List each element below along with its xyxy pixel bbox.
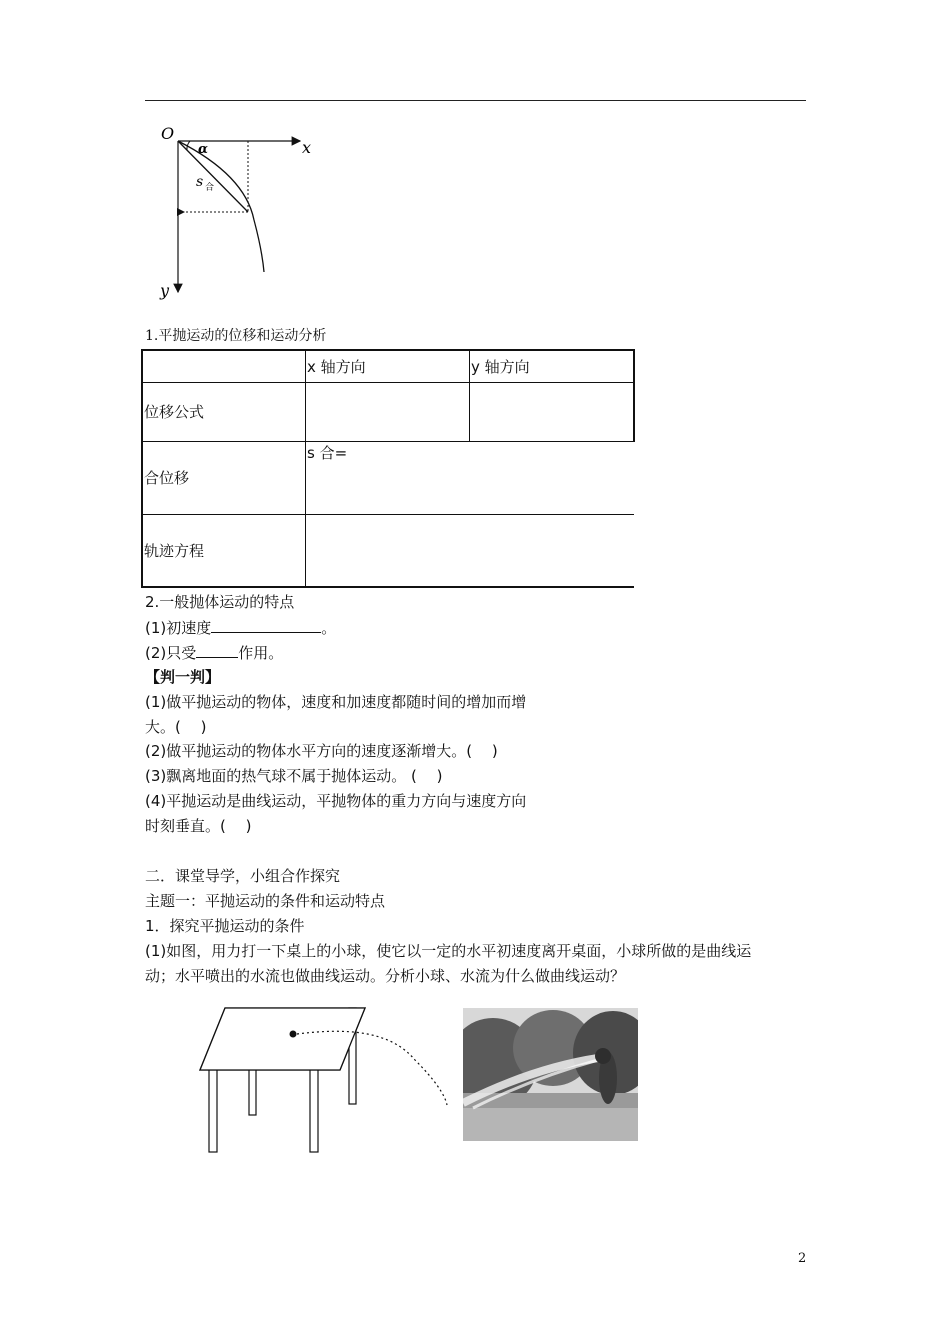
- angle-label: α: [198, 142, 209, 157]
- table-row-label: 合位移: [142, 441, 306, 514]
- table-cell: [469, 382, 634, 441]
- table-leg: [209, 1070, 217, 1152]
- item1-text: (1)初速度: [145, 619, 212, 637]
- topic1-subtitle: 1．探究平抛运动的条件: [145, 917, 305, 935]
- table-corner-cell: [142, 350, 306, 382]
- angle-arc: [187, 141, 190, 150]
- judge-item-2: (2)做平抛运动的物体水平方向的速度逐渐增大。( ): [145, 742, 498, 760]
- fill-blank[interactable]: [196, 643, 238, 658]
- table-leg: [310, 1070, 318, 1152]
- explore-text-2: 动；水平喷出的水流也做曲线运动。分析小球、水流为什么做曲线运动？: [145, 967, 626, 985]
- section2-title: 2.一般抛体运动的特点: [145, 593, 295, 611]
- y-axis-label: y: [160, 281, 170, 300]
- topic1-title: 主题一：平抛运动的条件和运动特点: [145, 892, 386, 910]
- section1-title: 1.平抛运动的位移和运动分析: [145, 328, 327, 344]
- table-row-label: 位移公式: [142, 382, 306, 441]
- judge-item-4-cont: 时刻垂直。( ): [145, 817, 252, 835]
- judge-item-3: (3)飘离地面的热气球不属于抛体运动。 ( ): [145, 767, 443, 785]
- table-leg: [249, 1070, 256, 1115]
- page-number: 2: [798, 1251, 807, 1266]
- item-force: [145, 643, 283, 663]
- item2-text: (2)只受: [145, 644, 197, 662]
- judge-item-4: (4)平抛运动是曲线运动，平抛物体的重力方向与速度方向: [145, 792, 527, 810]
- displacement-label: s: [196, 174, 204, 190]
- item1-end: 。: [321, 619, 337, 637]
- item-initial-velocity: [145, 618, 336, 638]
- header-rule: [145, 100, 806, 101]
- ball: [290, 1031, 297, 1038]
- table-header-x: x 轴方向: [306, 350, 470, 382]
- item2-end: 作用。: [238, 644, 284, 662]
- trajectory-curve: [178, 141, 264, 272]
- displacement-table: [141, 349, 635, 588]
- displacement-line: [178, 141, 248, 212]
- judge-title: 【判一判】: [145, 668, 221, 686]
- displacement-figure: [150, 120, 330, 305]
- water-jet-photo: [463, 1008, 638, 1141]
- table-cell-resultant: s 合=: [306, 441, 635, 514]
- displacement-subscript: 合: [205, 183, 215, 193]
- judge-item-1: (1)做平抛运动的物体，速度和加速度都随时间的增加而增: [145, 693, 527, 711]
- fill-blank[interactable]: [211, 618, 321, 633]
- table-cell: [306, 382, 470, 441]
- table-row-label: 轨迹方程: [142, 514, 306, 587]
- judge-item-1-cont: 大。( ): [145, 718, 207, 736]
- origin-label: O: [161, 124, 175, 143]
- x-axis-label: x: [302, 138, 312, 157]
- table-cell-trajectory: [306, 514, 635, 587]
- part2-title: 二．课堂导学，小组合作探究: [145, 867, 341, 885]
- table-ball-illustration: [195, 1000, 460, 1160]
- table-header-y: y 轴方向: [469, 350, 634, 382]
- explore-text-1: (1)如图，用力打一下桌上的小球，使它以一定的水平初速度离开桌面，小球所做的是曲线运: [145, 942, 752, 960]
